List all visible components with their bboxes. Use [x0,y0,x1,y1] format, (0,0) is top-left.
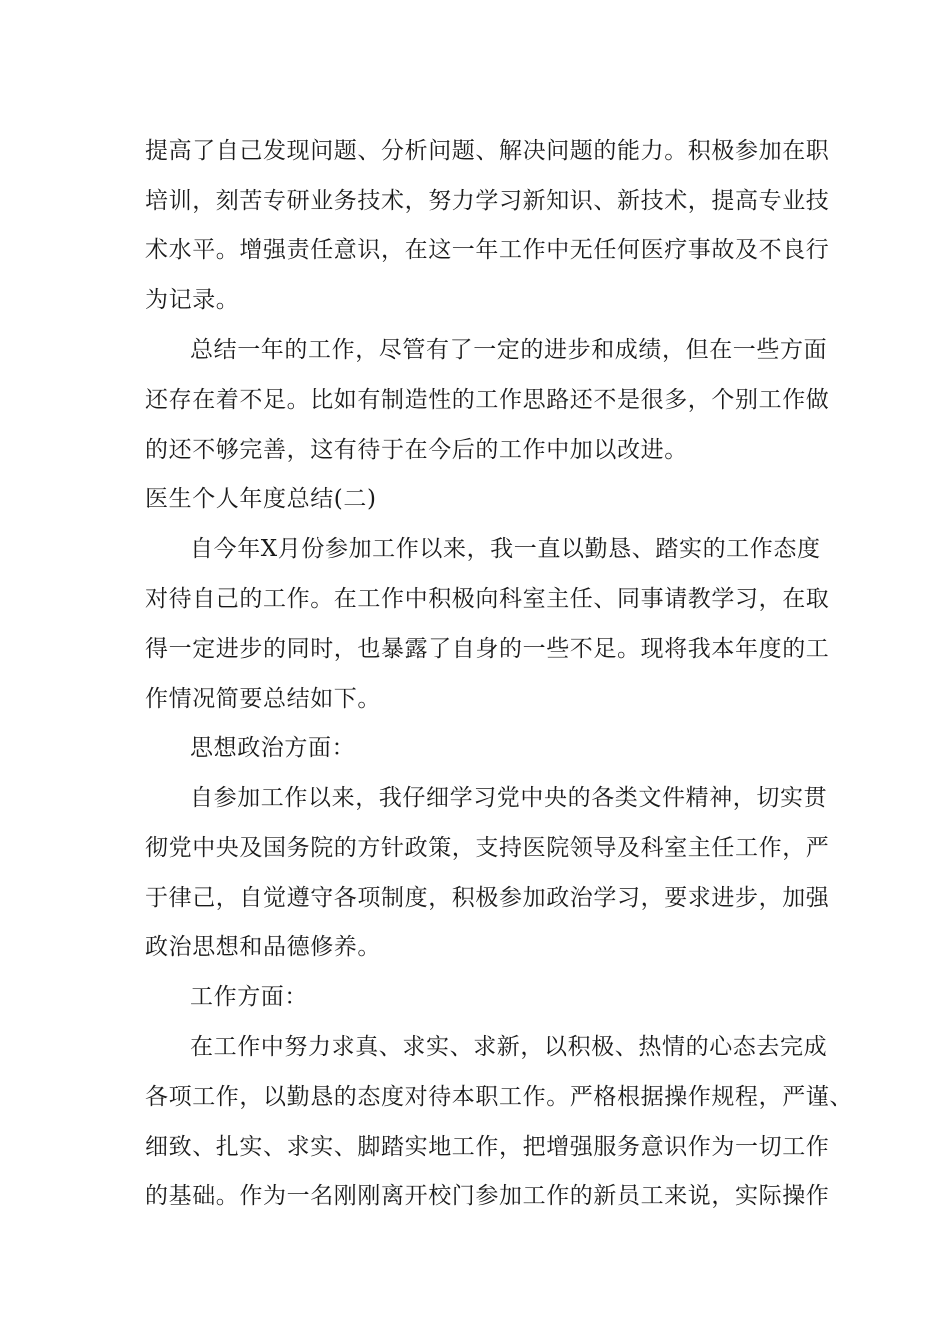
paragraph-line: 总结一年的工作，尽管有了一定的进步和成绩，但在一些方面 [190,337,828,363]
paragraph-line: 术水平。增强责任意识，在这一年工作中无任何医疗事故及不良行 [145,237,830,263]
paragraph-line: 自参加工作以来，我仔细学习党中央的各类文件精神，切实贯 [190,785,828,811]
paragraph-line: 对待自己的工作。在工作中积极向科室主任、同事请教学习，在取 [145,586,830,612]
paragraph-line: 还存在着不足。比如有制造性的工作思路还不是很多，个别工作做 [145,387,830,413]
subheading: 思想政治方面： [190,735,356,761]
paragraph-line: 培训，刻苦专研业务技术，努力学习新知识、新技术，提高专业技 [145,188,830,214]
paragraph-line: 在工作中努力求真、求实、求新，以积极、热情的心态去完成 [190,1034,828,1060]
section-heading: 医生个人年度总结(二) [145,486,377,512]
paragraph-line: 于律己，自觉遵守各项制度，积极参加政治学习，要求进步，加强 [145,885,830,911]
paragraph-line: 作情况简要总结如下。 [145,686,381,712]
paragraph-line: 自今年X月份参加工作以来，我一直以勤恳、踏实的工作态度 [190,536,821,562]
paragraph-line: 提高了自己发现问题、分析问题、解决问题的能力。积极参加在职 [145,138,830,164]
paragraph-line: 各项工作，以勤恳的态度对待本职工作。严格根据操作规程，严谨、 [145,1084,853,1110]
paragraph-line: 的还不够完善，这有待于在今后的工作中加以改进。 [145,437,688,463]
subheading: 工作方面： [190,984,308,1010]
paragraph-line: 为记录。 [145,287,240,313]
paragraph-line: 细致、扎实、求实、脚踏实地工作，把增强服务意识作为一切工作 [145,1134,830,1160]
paragraph-line: 政治思想和品德修养。 [145,934,381,960]
paragraph-line: 彻党中央及国务院的方针政策，支持医院领导及科室主任工作，严 [145,835,830,861]
paragraph-line: 得一定进步的同时，也暴露了自身的一些不足。现将我本年度的工 [145,636,830,662]
paragraph-line: 的基础。作为一名刚刚离开校门参加工作的新员工来说，实际操作 [145,1183,830,1209]
